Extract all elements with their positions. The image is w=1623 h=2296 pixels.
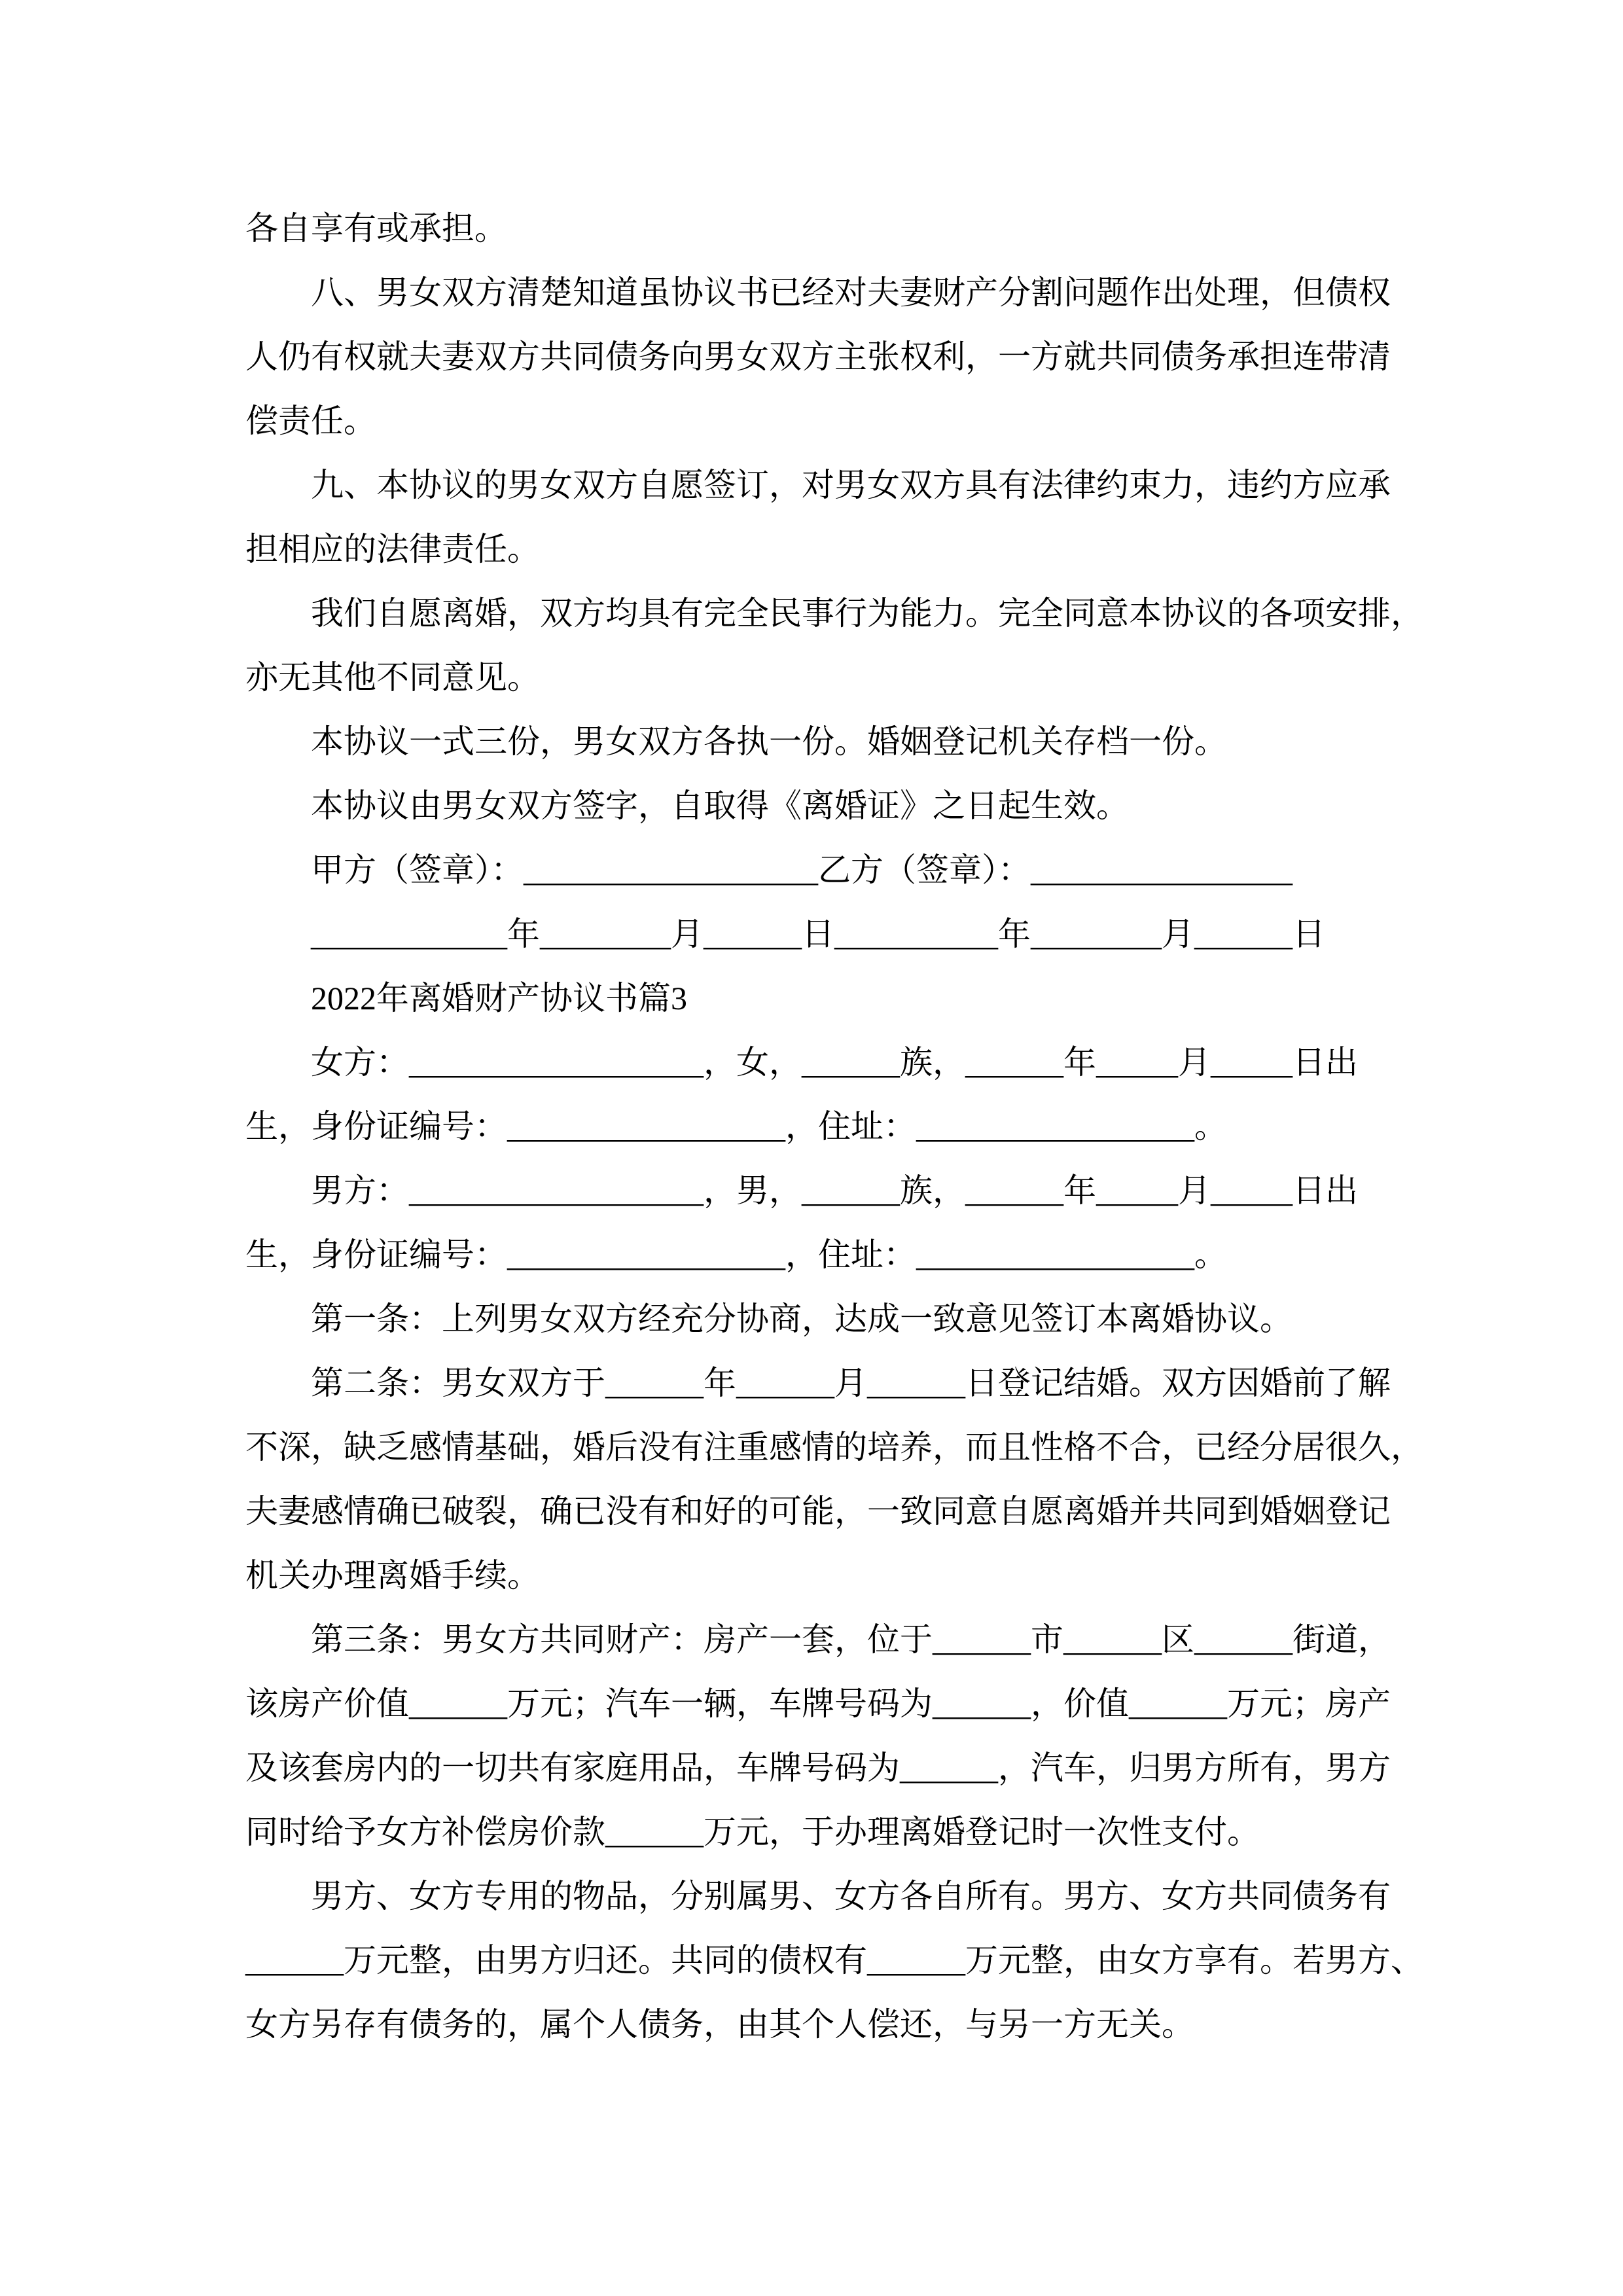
document-line: 男方：__________________，男，______族，______年_____月_____日出 (311, 1172, 1358, 1209)
document-line: 女方另存有债务的，属个人债务，由其个人偿还，与另一方无关。 (245, 2006, 1194, 2043)
document-line: 生，身份证编号：_________________，住址：_________________。 (245, 1108, 1227, 1145)
document-line: 机关办理离婚手续。 (245, 1557, 540, 1594)
document-line: 担相应的法律责任。 (245, 531, 540, 567)
document-line: 各自享有或承担。 (245, 210, 507, 247)
document-line: 生，身份证编号：_________________，住址：_________________。 (245, 1236, 1227, 1273)
document-line: 第二条：男女双方于______年______月______日登记结婚。双方因婚前了解 (311, 1365, 1391, 1401)
document-line: 女方：__________________，女，______族，______年_____月_____日出 (311, 1044, 1358, 1081)
document-line: 夫妻感情确已破裂，确已没有和好的可能，一致同意自愿离婚并共同到婚姻登记 (245, 1493, 1391, 1530)
document-line: 我们自愿离婚，双方均具有完全民事行为能力。完全同意本协议的各项安排， (311, 595, 1423, 632)
document-line: ______万元整，由男方归还。共同的债权有______万元整，由女方享有。若男方、 (245, 1942, 1423, 1979)
document-line: 同时给予女方补偿房价款______万元，于办理离婚登记时一次性支付。 (245, 1814, 1260, 1850)
document-line: ____________年________月______日__________年________月______日 (311, 916, 1325, 952)
document-content (245, 196, 1423, 2056)
document-line: 亦无其他不同意见。 (245, 659, 540, 696)
document-line: 该房产价值______万元；汽车一辆，车牌号码为______，价值______万元；房产 (245, 1685, 1391, 1722)
document-line: 本协议一式三份，男女双方各执一份。婚姻登记机关存档一份。 (311, 723, 1227, 760)
document-line: 九、本协议的男女双方自愿签订，对男女双方具有法律约束力，违约方应承 (311, 467, 1391, 503)
document-line: 偿责任。 (245, 403, 376, 439)
document-line: 八、男女双方清楚知道虽协议书已经对夫妻财产分割问题作出处理，但债权 (311, 274, 1391, 311)
document-line: 第三条：男女方共同财产：房产一套，位于______市______区______街道， (311, 1621, 1391, 1658)
document-line: 不深，缺乏感情基础，婚后没有注重感情的培养，而且性格不合，已经分居很久， (245, 1429, 1423, 1465)
document-line: 2022年离婚财产协议书篇3 (311, 980, 687, 1016)
document-line: 第一条：上列男女双方经充分协商，达成一致意见签订本离婚协议。 (311, 1300, 1293, 1337)
document-line: 人仍有权就夫妻双方共同债务向男女双方主张权利，一方就共同债务承担连带清 (245, 338, 1391, 375)
document-line: 甲方（签章）：__________________乙方（签章）：________________ (311, 852, 1293, 888)
document-line: 男方、女方专用的物品，分别属男、女方各自所有。男方、女方共同债务有 (311, 1878, 1391, 1914)
document-line: 本协议由男女双方签字，自取得《离婚证》之日起生效。 (311, 787, 1129, 824)
document-line: 及该套房内的一切共有家庭用品，车牌号码为______，汽车，归男方所有，男方 (245, 1749, 1391, 1786)
